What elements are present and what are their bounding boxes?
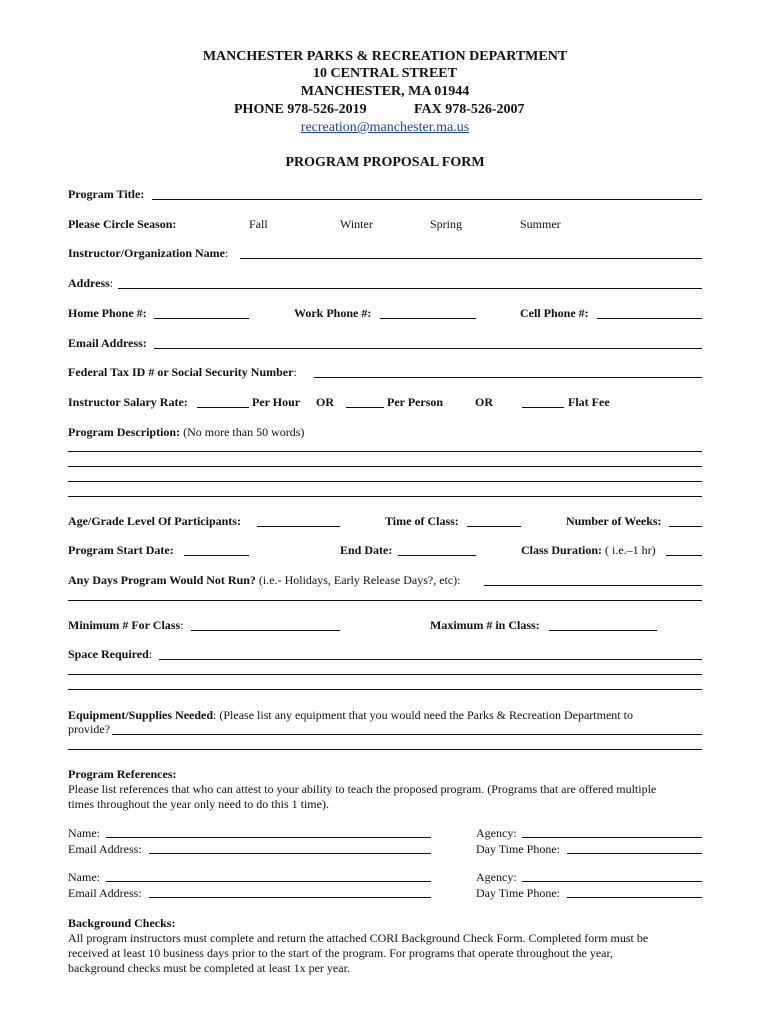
- time-of-class-label: Time of Class:: [385, 514, 459, 528]
- time-of-class-line[interactable]: [467, 526, 521, 527]
- age-grade-label: Age/Grade Level Of Participants:: [68, 514, 241, 528]
- min-class-label: Minimum # For Class:: [68, 618, 184, 632]
- days-not-run-line[interactable]: [484, 585, 702, 586]
- references-instructions-2: times throughout the year only need to do this 1 time).: [68, 797, 329, 811]
- cell-phone-line[interactable]: [597, 318, 702, 319]
- org-name: MANCHESTER PARKS & RECREATION DEPARTMENT: [202, 49, 568, 64]
- per-hour-label: Per Hour: [252, 395, 301, 409]
- org-phone: PHONE 978-526-2019: [234, 102, 367, 117]
- equipment-line-2[interactable]: [68, 749, 702, 750]
- federal-tax-line[interactable]: [314, 377, 702, 378]
- cell-phone-label: Cell Phone #:: [520, 306, 589, 320]
- or-label-1: OR: [316, 395, 334, 409]
- per-hour-line[interactable]: [197, 407, 249, 408]
- description-line[interactable]: [68, 496, 702, 497]
- address-label: Address:: [68, 276, 114, 290]
- description-line[interactable]: [68, 466, 702, 467]
- form-title: PROGRAM PROPOSAL FORM: [285, 155, 485, 170]
- number-of-weeks-line[interactable]: [669, 526, 702, 527]
- program-title-label: Program Title:: [68, 187, 145, 201]
- work-phone-label: Work Phone #:: [294, 306, 372, 320]
- background-text-2: received at least 10 business days prior to the start of the program. For programs that operate throughout the year,: [68, 946, 614, 960]
- salary-rate-label: Instructor Salary Rate:: [68, 395, 188, 409]
- season-summer[interactable]: Summer: [520, 217, 561, 231]
- description-line[interactable]: [68, 451, 702, 452]
- ref1-email-line[interactable]: [149, 853, 431, 854]
- ref2-email-label: Email Address:: [68, 886, 142, 900]
- federal-tax-label: Federal Tax ID # or Social Security Number:: [68, 365, 297, 379]
- references-instructions-1: Please list references that who can attest to your ability to teach the proposed program. (Programs that are offered multiple: [68, 782, 657, 796]
- season-spring[interactable]: Spring: [430, 217, 463, 231]
- per-person-label: Per Person: [387, 395, 444, 409]
- start-date-label: Program Start Date:: [68, 543, 174, 557]
- work-phone-line[interactable]: [380, 318, 476, 319]
- org-city: MANCHESTER, MA 01944: [300, 84, 470, 99]
- season-fall[interactable]: Fall: [249, 217, 268, 231]
- end-date-label: End Date:: [340, 543, 393, 557]
- home-phone-line[interactable]: [154, 318, 249, 319]
- org-email-link[interactable]: recreation@manchester.ma.us: [300, 120, 470, 135]
- ref1-email-label: Email Address:: [68, 842, 142, 856]
- min-class-line[interactable]: [191, 630, 340, 631]
- program-title-line[interactable]: [152, 199, 702, 200]
- ref2-name-line[interactable]: [106, 881, 431, 882]
- ref1-name-line[interactable]: [106, 837, 431, 838]
- max-class-line[interactable]: [549, 630, 657, 631]
- background-heading: Background Checks:: [68, 916, 176, 930]
- org-street: 10 CENTRAL STREET: [313, 66, 457, 81]
- space-required-line-3[interactable]: [68, 689, 702, 690]
- description-line[interactable]: [68, 481, 702, 482]
- space-required-line[interactable]: [159, 659, 702, 660]
- background-text-1: All program instructors must complete and return the attached CORI Background Check Form. Completed form must be: [68, 931, 649, 945]
- class-duration-line[interactable]: [666, 555, 702, 556]
- ref1-name-label: Name:: [68, 826, 100, 840]
- age-grade-line[interactable]: [257, 526, 340, 527]
- or-label-2: OR: [475, 395, 493, 409]
- space-required-line-2[interactable]: [68, 674, 702, 675]
- instructor-name-label: Instructor/Organization Name:: [68, 246, 229, 260]
- ref2-name-label: Name:: [68, 870, 100, 884]
- email-label: Email Address:: [68, 336, 147, 350]
- equipment-line[interactable]: [112, 734, 702, 735]
- ref1-agency-line[interactable]: [522, 837, 702, 838]
- ref2-agency-label: Agency:: [476, 870, 517, 884]
- program-description-label: Program Description: (No more than 50 words): [68, 425, 305, 439]
- end-date-line[interactable]: [398, 555, 476, 556]
- flat-fee-line[interactable]: [522, 407, 564, 408]
- number-of-weeks-label: Number of Weeks:: [566, 514, 662, 528]
- references-heading: Program References:: [68, 767, 177, 781]
- ref1-agency-label: Agency:: [476, 826, 517, 840]
- address-line[interactable]: [118, 288, 702, 289]
- class-duration-label: Class Duration: ( i.e.–1 hr): [521, 543, 656, 557]
- max-class-label: Maximum # in Class:: [430, 618, 540, 632]
- season-winter[interactable]: Winter: [340, 217, 373, 231]
- home-phone-label: Home Phone #:: [68, 306, 147, 320]
- ref2-day-phone-line[interactable]: [567, 897, 702, 898]
- days-not-run-line-2[interactable]: [68, 600, 702, 601]
- per-person-line[interactable]: [346, 407, 384, 408]
- flat-fee-label: Flat Fee: [568, 395, 610, 409]
- equipment-label-line2: provide?: [68, 722, 110, 736]
- background-text-3: background checks must be completed at least 1x per year.: [68, 961, 350, 975]
- equipment-label: Equipment/Supplies Needed: (Please list any equipment that you would need the Parks & Recreation Department to: [68, 708, 633, 722]
- days-not-run-label: Any Days Program Would Not Run? (i.e.- Holidays, Early Release Days?, etc):: [68, 573, 461, 587]
- ref1-day-phone-label: Day Time Phone:: [476, 842, 561, 856]
- ref2-day-phone-label: Day Time Phone:: [476, 886, 561, 900]
- ref2-email-line[interactable]: [149, 897, 431, 898]
- season-label: Please Circle Season:: [68, 217, 177, 231]
- instructor-name-line[interactable]: [240, 258, 702, 259]
- email-line[interactable]: [154, 348, 702, 349]
- start-date-line[interactable]: [184, 555, 249, 556]
- space-required-label: Space Required:: [68, 647, 153, 661]
- org-fax: FAX 978-526-2007: [414, 102, 525, 117]
- ref2-agency-line[interactable]: [522, 881, 702, 882]
- ref1-day-phone-line[interactable]: [567, 853, 702, 854]
